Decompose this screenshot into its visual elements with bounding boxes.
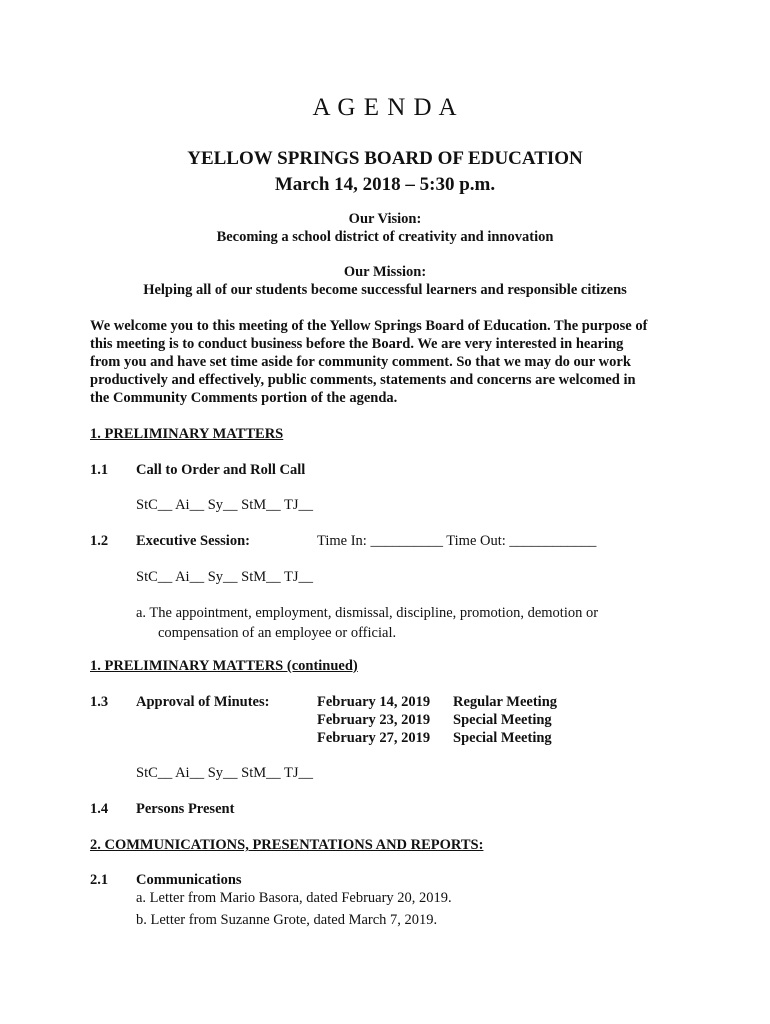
welcome-line: the Community Comments portion of the agenda. — [90, 390, 398, 406]
organization-name: YELLOW SPRINGS BOARD OF EDUCATION — [187, 148, 583, 169]
meeting-datetime: March 14, 2018 – 5:30 p.m. — [274, 174, 496, 195]
item-1-1-number: 1.1 — [90, 462, 109, 478]
item-1-3-title: Approval of Minutes: — [136, 694, 270, 710]
agenda-title: A G E N D A — [312, 94, 458, 121]
roll-call-vote: StC__ Ai__ Sy__ StM__ TJ__ — [136, 497, 314, 513]
vision-text: Becoming a school district of creativity and innovation — [216, 229, 554, 245]
mission-label: Our Mission: — [343, 264, 427, 280]
minutes-date: February 23, 2019 — [317, 712, 431, 728]
communication-letter: a. Letter from Mario Basora, dated February 20, 2019. — [136, 890, 452, 906]
minutes-type: Special Meeting — [453, 712, 552, 728]
minutes-type: Special Meeting — [453, 730, 552, 746]
executive-session-vote: StC__ Ai__ Sy__ StM__ TJ__ — [136, 569, 314, 585]
item-1-2-title: Executive Session: — [136, 533, 250, 549]
executive-session-reason-continued: compensation of an employee or official. — [158, 625, 397, 641]
mission-text: Helping all of our students become successful learners and responsible citizens — [143, 282, 627, 298]
section-1-heading: 1. PRELIMINARY MATTERS — [90, 426, 284, 442]
section-1-continued-heading: 1. PRELIMINARY MATTERS (continued) — [90, 658, 358, 674]
item-1-2-number: 1.2 — [90, 533, 109, 549]
communication-letter: b. Letter from Suzanne Grote, dated March 7, 2019. — [136, 912, 438, 928]
vision-label: Our Vision: — [348, 211, 422, 227]
executive-session-time: Time In: __________ Time Out: ____________ — [317, 533, 597, 549]
item-1-4-number: 1.4 — [90, 801, 109, 817]
welcome-line: this meeting is to conduct business before the Board. We are very interested in hearing — [90, 336, 624, 352]
item-2-1-number: 2.1 — [90, 872, 109, 888]
minutes-date: February 14, 2019 — [317, 694, 431, 710]
welcome-line: We welcome you to this meeting of the Yellow Springs Board of Education. The purpose of — [90, 318, 648, 334]
minutes-approval-vote: StC__ Ai__ Sy__ StM__ TJ__ — [136, 765, 314, 781]
executive-session-reason: a. The appointment, employment, dismissal, discipline, promotion, demotion or — [136, 605, 599, 621]
welcome-line: productively and effectively, public comments, statements and concerns are welcomed in — [90, 372, 636, 388]
welcome-line: from you and have set time aside for community comment. So that we may do our work — [90, 354, 631, 370]
minutes-date: February 27, 2019 — [317, 730, 431, 746]
item-1-3-number: 1.3 — [90, 694, 109, 710]
section-2-heading: 2. COMMUNICATIONS, PRESENTATIONS AND REPORTS: — [90, 837, 484, 853]
item-1-1-title: Call to Order and Roll Call — [136, 462, 306, 478]
minutes-type: Regular Meeting — [453, 694, 558, 710]
item-1-4-title: Persons Present — [136, 801, 235, 817]
item-2-1-title: Communications — [136, 872, 242, 888]
